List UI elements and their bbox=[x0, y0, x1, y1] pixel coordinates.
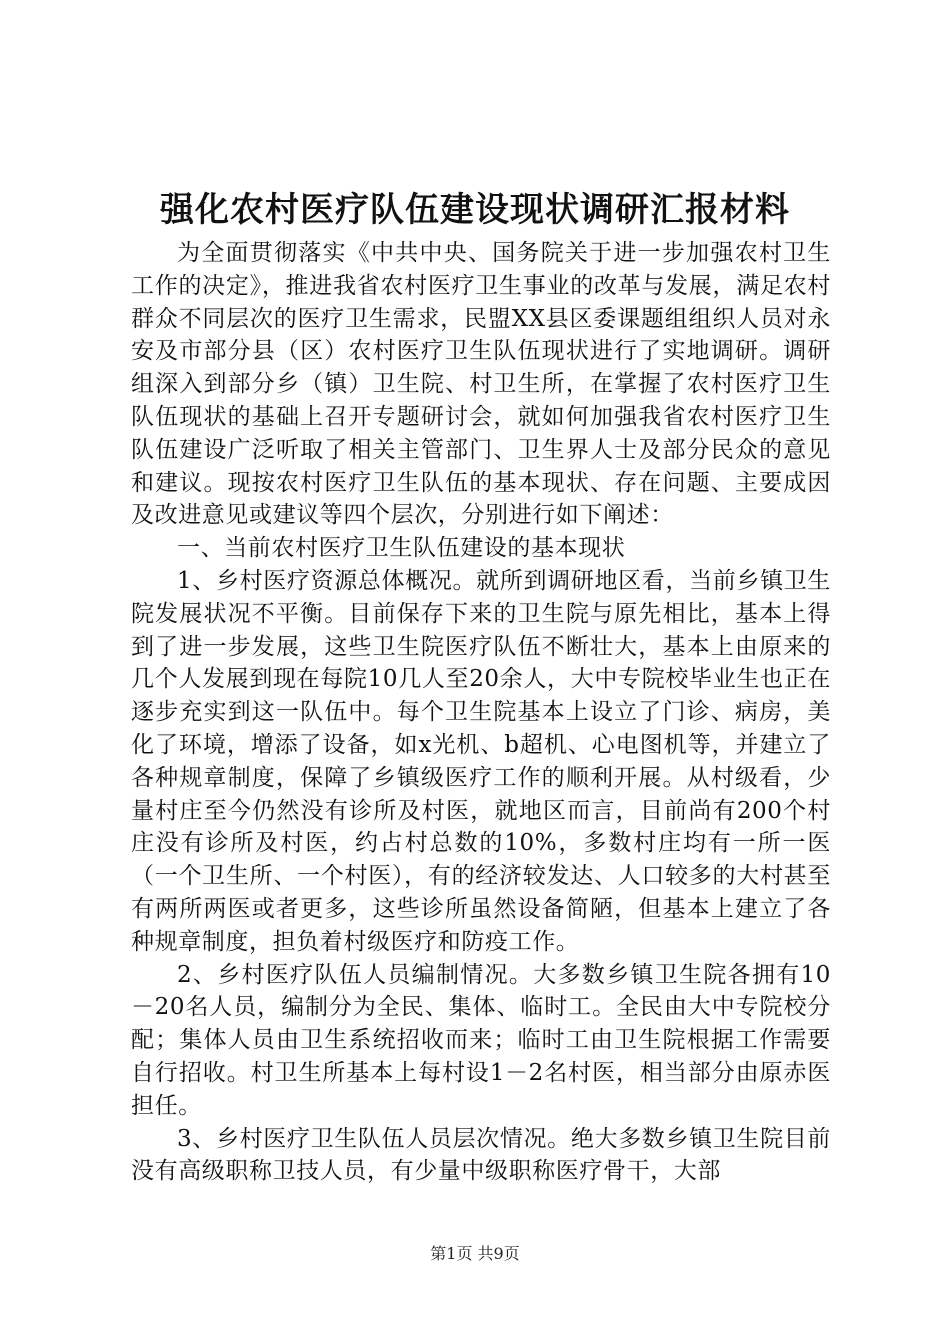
paragraph-staffing: 2、乡村医疗队伍人员编制情况。大多数乡镇卫生院各拥有10－20名人员，编制分为全民、集体、临时工。全民由大中专院校分配；集体人员由卫生系统招收而来；临时工由卫生院根据工作需要自行招收。村卫生所基本上每村设1－2名村医，相当部分由原赤医担任。 bbox=[131, 961, 831, 1119]
paragraph-resources: 1、乡村医疗资源总体概况。就所到调研地区看，当前乡镇卫生院发展状况不平衡。目前保存下来的卫生院与原先相比，基本上得到了进一步发展，这些卫生院医疗队伍不断壮大，基本上由原来的几个人发展到现在每院10几人至20余人，大中专院校毕业生也正在逐步充实到这一队伍中。每个卫生院基本上设立了门诊、病房，美化了环境，增添了设备，如x光机、b超机、心电图机等，并建立了各种规章制度，保障了乡镇级医疗工作的顺利开展。从村级看，少量村庄至今仍然没有诊所及村医，就地区而言，目前尚有200个村庄没有诊所及村医，约占村总数的10%，多数村庄均有一所一医（一个卫生所、一个村医），有的经济较发达、人口较多的大村甚至有两所两医或者更多，这些诊所虽然设备简陋，但基本上建立了各种规章制度，担负着村级医疗和防疫工作。 bbox=[131, 567, 831, 955]
document-title: 强化农村医疗队伍建设现状调研汇报材料 bbox=[160, 190, 790, 230]
document-body bbox=[131, 237, 831, 1188]
section-heading: 一、当前农村医疗卫生队伍建设的基本现状 bbox=[177, 535, 626, 562]
paragraph-levels: 3、乡村医疗卫生队伍人员层次情况。绝大多数乡镇卫生院目前没有高级职称卫技人员，有少量中级职称医疗骨干，大部 bbox=[131, 1125, 831, 1185]
paragraph-intro: 为全面贯彻落实《中共中央、国务院关于进一步加强农村卫生工作的决定》，推进我省农村医疗卫生事业的改革与发展，满足农村群众不同层次的医疗卫生需求，民盟XX县区委课题组组织人员对永安及市部分县（区）农村医疗卫生队伍现状进行了实地调研。调研组深入到部分乡（镇）卫生院、村卫生所，在掌握了农村医疗卫生队伍现状的基础上召开专题研讨会，就如何加强我省农村医疗卫生队伍建设广泛听取了相关主管部门、卫生界人士及部分民众的意见和建议。现按农村医疗卫生队伍的基本现状、存在问题、主要成因及改进意见或建议等四个层次，分别进行如下阐述： bbox=[131, 240, 831, 529]
page-number: 第1页 共9页 bbox=[430, 1244, 520, 1263]
